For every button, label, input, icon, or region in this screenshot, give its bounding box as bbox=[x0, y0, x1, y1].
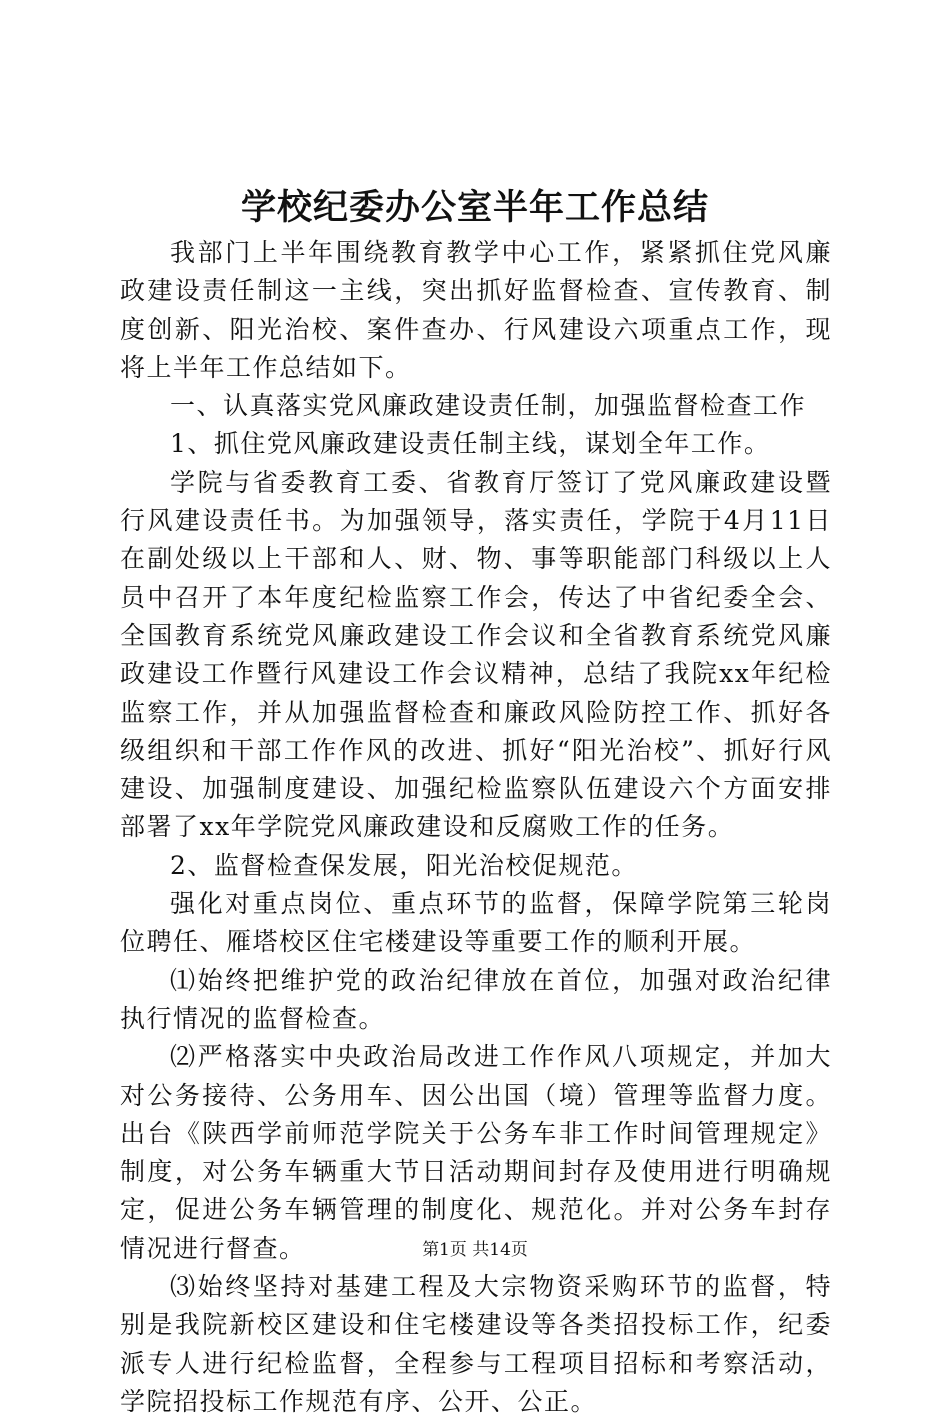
list-item-1: ⑴始终把维护党的政治纪律放在首位，加强对政治纪律执行情况的监督检查。 bbox=[120, 965, 832, 1033]
list-item-3: ⑶始终坚持对基建工程及大宗物资采购环节的监督，特别是我院新校区建设和住宅楼建设等各类招投标工作，纪委派专人进行纪检监督，全程参与工程项目招标和考察活动，学院招投标工作规范有序、公开、公正。 bbox=[120, 1272, 832, 1416]
subsection-heading-2: 2、监督检查保发展，阳光治校促规范。 bbox=[170, 850, 638, 880]
page-number-footer: 第1页 共14页 bbox=[422, 1240, 528, 1260]
paragraph-intro: 我部门上半年围绕教育教学中心工作，紧紧抓住党风廉政建设责任制这一主线，突出抓好监督检查、宣传教育、制度创新、阳光治校、案件查办、行风建设六项重点工作，现将上半年工作总结如下。 bbox=[120, 238, 832, 382]
paragraph-body-2: 强化对重点岗位、重点环节的监督，保障学院第三轮岗位聘任、雁塔校区住宅楼建设等重要工作的顺利开展。 bbox=[120, 889, 832, 957]
list-item-2: ⑵严格落实中央政治局改进工作作风八项规定，并加大对公务接待、公务用车、因公出国（境）管理等监督力度。出台《陕西学前师范学院关于公务车非工作时间管理规定》制度，对公务车辆重大节日活动期间封存及使用进行明确规定，促进公务车辆管理的制度化、规范化。并对公务车封存情况进行督查。 bbox=[120, 1042, 832, 1263]
paragraph-body-1: 学院与省委教育工委、省教育厅签订了党风廉政建设暨行风建设责任书。为加强领导，落实责任，学院于4月11日在副处级以上干部和人、财、物、事等职能部门科级以上人员中召开了本年度纪检监察工作会，传达了中省纪委全会、全国教育系统党风廉政建设工作会议和全省教育系统党风廉政建设工作暨行风建设工作会议精神，总结了我院xx年纪检监察工作，并从加强监督检查和廉政风险防控工作、抓好各级组织和干部工作作风的改进、抓好“阳光治校”、抓好行风建设、加强制度建设、加强纪检监察队伍建设六个方面安排部署了xx年学院党风廉政建设和反腐败工作的任务。 bbox=[120, 467, 832, 842]
section-heading-1: 一、认真落实党风廉政建设责任制，加强监督检查工作 bbox=[170, 391, 807, 421]
document-title: 学校纪委办公室半年工作总结 bbox=[240, 187, 709, 228]
subsection-heading-1: 1、抓住党风廉政建设责任制主线，谋划全年工作。 bbox=[170, 429, 771, 459]
